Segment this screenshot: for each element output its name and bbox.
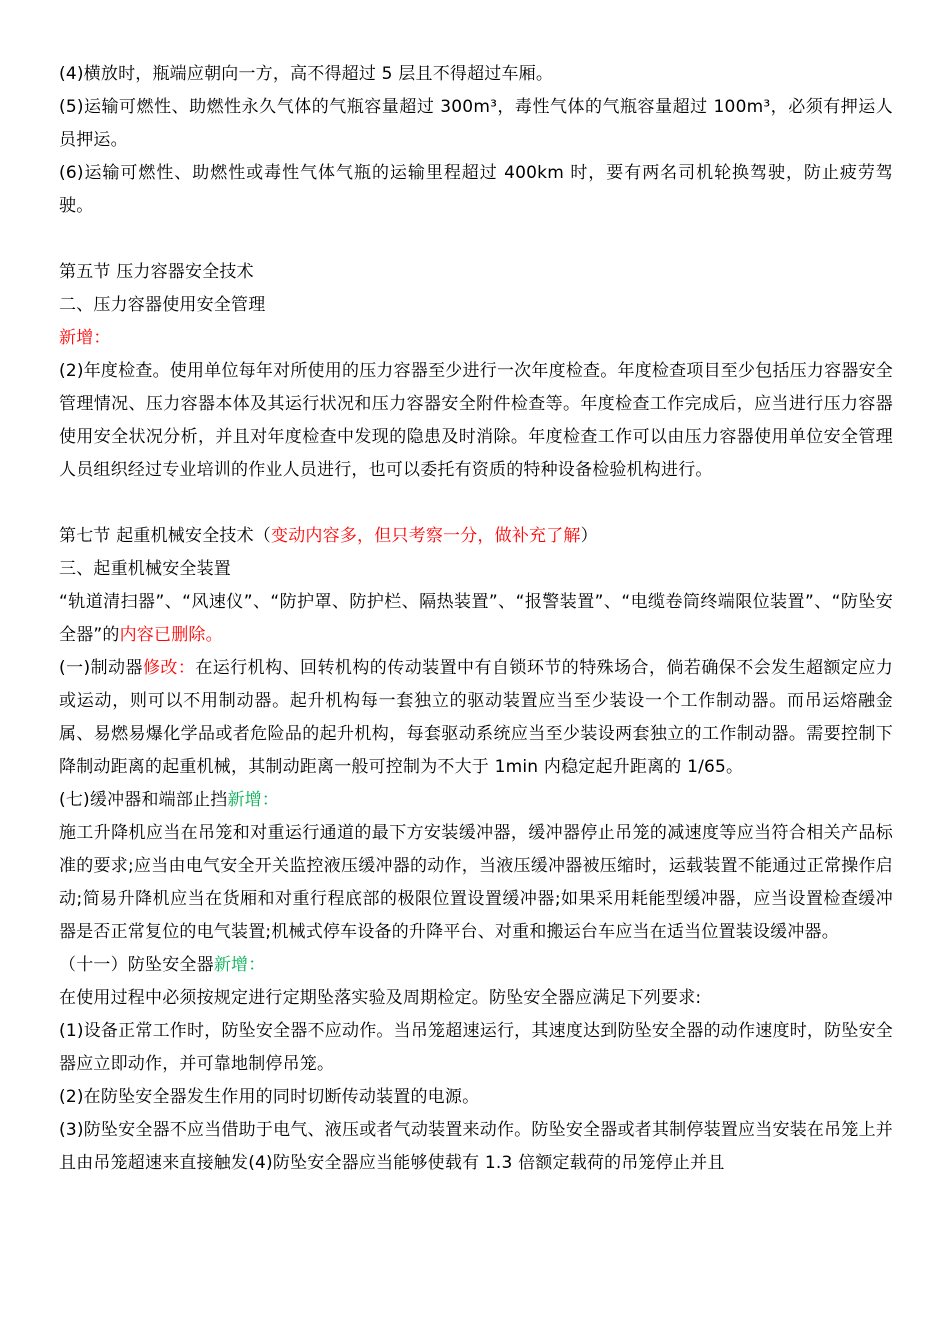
spacer bbox=[59, 223, 893, 256]
fall-label: （十一）防坠安全器 bbox=[59, 955, 214, 975]
brake-label: (一)制动器 bbox=[59, 658, 143, 678]
buffer-heading bbox=[59, 784, 893, 817]
modify-tag: 修改： bbox=[142, 658, 196, 678]
deleted-text: “轨道清扫器”、“风速仪”、“防护罩、防护栏、隔热装置”、“报警装置”、“电缆卷筒终端限位装置”、“防坠安全器”的 bbox=[59, 592, 893, 645]
subsection-heading: 二、压力容器使用安全管理 bbox=[59, 295, 266, 315]
deleted-tag: 内容已删除。 bbox=[119, 625, 223, 645]
list-item: (1)设备正常工作时，防坠安全器不应动作。当吊笼超速运行，其速度达到防坠安全器的动作速度时，防坠安全器应立即动作，并可靠地制停吊笼。 bbox=[59, 1021, 893, 1074]
transport-item: (5)运输可燃性、助燃性永久气体的气瓶容量超过 300m³，毒性气体的气瓶容量超过 100m³，必须有押运人员押运。 bbox=[59, 97, 893, 150]
document-page bbox=[59, 58, 893, 1180]
new-tag: 新增： bbox=[59, 328, 111, 348]
section-heading: 第五节 压力容器安全技术 bbox=[59, 262, 254, 282]
brake-body: 在运行机构、回转机构的传动装置中有自锁环节的特殊场合，倘若确保不会发生超额定应力或运动，则可以不用制动器。起升机构每一套独立的驱动装置应当至少装设一个工作制动器。而吊运熔融金属、易燃易爆化学品或者危险品的起升机构，每套驱动系统应当至少装设两套独立的工作制动器。需要控制下降制动距离的起重机械，其制动距离一般可控制为不大于 1min 内稳定起升距离的 1/65。 bbox=[59, 658, 894, 777]
section-heading bbox=[59, 520, 893, 553]
paragraph: (2)年度检查。使用单位每年对所使用的压力容器至少进行一次年度检查。年度检查项目至少包括压力容器安全管理情况、压力容器本体及其运行状况和压力容器安全附件检查等。年度检查工作完成后，应当进行压力容器使用安全状况分析，并且对年度检查中发现的隐患及时消除。年度检查工作可以由压力容器使用单位安全管理人员组织经过专业培训的作业人员进行，也可以委托有资质的特种设备检验机构进行。 bbox=[59, 361, 893, 480]
fall-heading bbox=[59, 949, 893, 982]
paragraph: 施工升降机应当在吊笼和对重运行通道的最下方安装缓冲器，缓冲器停止吊笼的减速度等应当符合相关产品标准的要求;应当由电气安全开关监控液压缓冲器的动作，当液压缓冲器被压缩时，运载装置不能通过正常操作启动;简易升降机应当在货厢和对重行程底部的极限位置设置缓冲器;如果采用耗能型缓冲器，应当设置检查缓冲器是否正常复位的电气装置;机械式停车设备的升降平台、对重和搬运台车应当在适当位置装设缓冲器。 bbox=[59, 823, 893, 942]
paragraph-brake bbox=[59, 652, 893, 784]
paragraph: 在使用过程中必须按规定进行定期坠落实验及周期检定。防坠安全器应满足下列要求: bbox=[59, 988, 702, 1008]
spacer bbox=[59, 487, 893, 520]
heading-note: 变动内容多，但只考察一分，做补充了解 bbox=[271, 526, 581, 546]
list-item: (2)在防坠安全器发生作用的同时切断传动装置的电源。 bbox=[59, 1087, 480, 1107]
heading-close: ） bbox=[580, 526, 598, 546]
section-heading-text: 第七节 起重机械安全技术（ bbox=[59, 526, 272, 546]
transport-item: (4)横放时，瓶端应朝向一方，高不得超过 5 层且不得超过车厢。 bbox=[59, 64, 554, 84]
new-tag: 新增： bbox=[213, 955, 266, 975]
transport-item: (6)运输可燃性、助燃性或毒性气体气瓶的运输里程超过 400km 时，要有两名司机轮换驾驶，防止疲劳驾驶。 bbox=[59, 163, 893, 216]
subsection-heading: 三、起重机械安全装置 bbox=[59, 559, 231, 579]
buffer-label: (七)缓冲器和端部止挡 bbox=[59, 790, 228, 810]
paragraph-deleted bbox=[59, 586, 893, 652]
new-tag: 新增： bbox=[227, 790, 280, 810]
list-item: (3)防坠安全器不应当借助于电气、液压或者气动装置来动作。防坠安全器或者其制停装置应当安装在吊笼上并且由吊笼超速来直接触发(4)防坠安全器应当能够使载有 1.3 倍额定载荷的吊笼停止并且 bbox=[59, 1120, 893, 1173]
